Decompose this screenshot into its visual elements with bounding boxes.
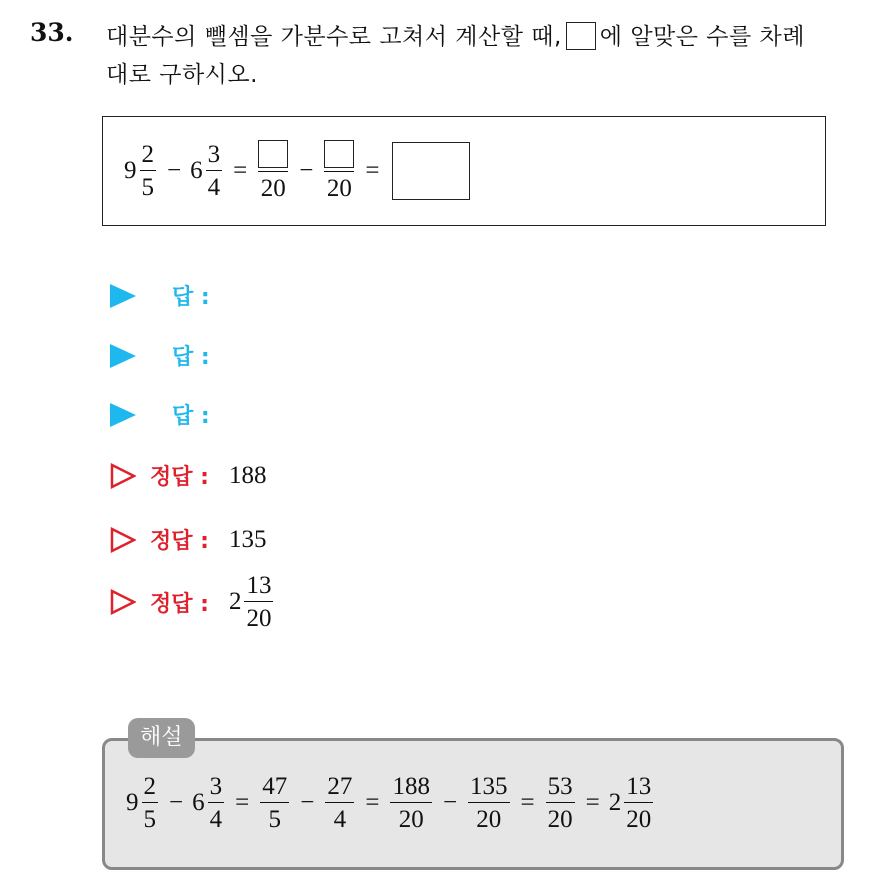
numerator: 53 (547, 773, 573, 800)
fraction (390, 774, 432, 832)
numerator-blank-box[interactable] (324, 140, 354, 168)
fraction (140, 142, 157, 200)
numerator: 135 (470, 773, 508, 800)
equals-sign: = (365, 156, 380, 184)
play-arrow-icon (110, 344, 136, 368)
equals-sign: = (233, 156, 248, 184)
denominator: 20 (626, 806, 652, 833)
correct-answer-row (110, 460, 266, 491)
explanation-equation (126, 774, 655, 832)
question-number: 33. (30, 18, 74, 47)
whole-number: 2 (608, 789, 622, 816)
answer-row (110, 399, 210, 430)
numerator: 188 (392, 773, 430, 800)
denominator: 4 (207, 173, 221, 201)
correct-answer-row (110, 524, 266, 555)
problem-equation (124, 140, 470, 201)
numerator: 2 (143, 773, 156, 800)
correct-value: 188 (228, 461, 267, 489)
whole-number: 6 (192, 789, 205, 816)
whole-number: 9 (124, 156, 137, 184)
answer-label: 답 : (172, 404, 210, 429)
answer-label: 답 : (172, 285, 210, 310)
fraction-with-blank (258, 140, 288, 201)
minus-sign: − (299, 156, 314, 184)
numerator: 13 (626, 773, 652, 800)
minus-sign: − (300, 789, 315, 816)
correct-value: 135 (228, 525, 267, 553)
denominator: 20 (260, 175, 286, 202)
denominator: 20 (547, 806, 573, 833)
equals-sign: = (365, 789, 380, 816)
denominator: 4 (209, 806, 223, 833)
blank-box-icon (566, 22, 596, 50)
whole-number: 9 (126, 789, 139, 816)
fraction (546, 774, 575, 832)
answer-row (110, 340, 210, 371)
correct-mixed-number (229, 573, 276, 631)
numerator: 13 (246, 572, 272, 599)
denominator: 20 (398, 806, 424, 833)
outline-arrow-icon (110, 463, 136, 489)
answer-row (110, 280, 210, 311)
outline-arrow-icon (110, 527, 136, 553)
denominator: 5 (141, 173, 154, 201)
denominator: 20 (326, 175, 352, 202)
numerator: 47 (262, 773, 288, 800)
question-text-line2: 대로 구하시오. (106, 62, 258, 88)
outline-arrow-icon (110, 589, 136, 615)
denominator: 4 (333, 806, 347, 833)
fraction (325, 774, 354, 832)
play-arrow-icon (110, 403, 136, 427)
numerator: 3 (207, 140, 221, 168)
result-blank-box[interactable] (392, 142, 470, 200)
minus-sign: − (442, 789, 458, 816)
fraction (208, 774, 225, 832)
play-arrow-icon (110, 284, 136, 308)
correct-label: 정답 : (150, 465, 209, 490)
denominator: 20 (476, 806, 502, 833)
minus-sign: − (167, 156, 182, 184)
answer-label: 답 : (172, 345, 210, 370)
equals-sign: = (585, 789, 600, 816)
equals-sign: = (520, 789, 535, 816)
fraction (244, 573, 273, 631)
denominator: 5 (143, 806, 156, 833)
fraction (142, 774, 159, 832)
question-text (106, 18, 866, 94)
correct-label: 정답 : (150, 529, 209, 554)
numerator: 27 (327, 773, 353, 800)
fraction (260, 774, 289, 832)
equals-sign: = (235, 789, 250, 816)
fraction (206, 142, 223, 200)
fraction (468, 774, 510, 832)
explanation-tab: 해설 (128, 718, 195, 758)
minus-sign: − (169, 789, 184, 816)
whole-number: 2 (228, 588, 242, 615)
whole-number: 6 (190, 156, 203, 184)
question-text-part2: 에 알맞은 수를 차례 (599, 24, 805, 50)
numerator: 3 (209, 773, 223, 800)
fraction-with-blank (324, 140, 354, 201)
denominator: 20 (246, 605, 272, 632)
fraction (624, 774, 653, 832)
question-text-part1: 대분수의 뺄셈을 가분수로 고쳐서 계산할 때, (106, 24, 562, 50)
denominator: 5 (268, 806, 281, 833)
numerator: 2 (141, 140, 154, 168)
correct-label: 정답 : (150, 591, 209, 617)
numerator-blank-box[interactable] (258, 140, 288, 168)
correct-answer-row (110, 573, 275, 631)
